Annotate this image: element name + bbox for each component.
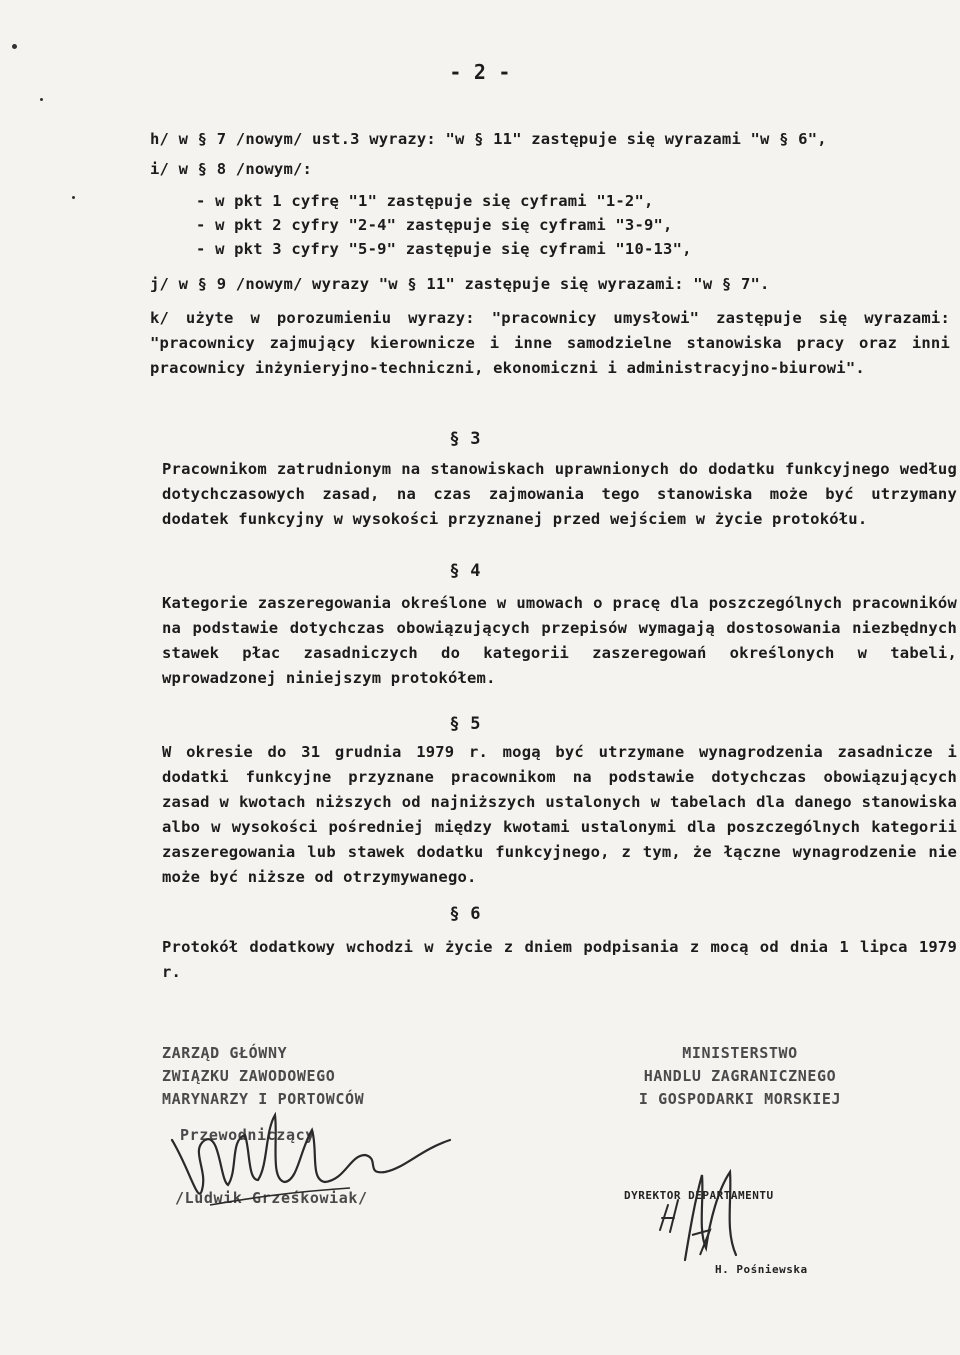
section-title-3: § 3 [449,429,481,449]
signatory-role-right: DYREKTOR DEPARTAMENTU [624,1189,774,1202]
signatory-name-right: H. Pośniewska [715,1263,808,1276]
section-title-6: § 6 [449,904,481,924]
section-title-4: § 4 [449,561,481,581]
org-line-2: HANDLU ZAGRANICZNEGO [643,1067,837,1085]
item-k: k/ użyte w porozumieniu wyrazy: "pracownicy umysłowi" zastępuje się wyrazami: "pracownicy zajmujący kierownicze i inne samodzielne stanowiska pracy oraz inni pracownicy inżynieryjno-techniczni, ekonomiczni i administracyjno-biurowi". [150,309,950,377]
org-line-1: MINISTERSTWO [682,1044,798,1062]
org-line-1: ZARZĄD GŁÓWNY [162,1044,288,1062]
section-text-4: Kategorie zaszeregowania określone w umowach o pracę dla poszczególnych pracowników na podstawie dotychczas obowiązujących przepisów wymagają dostosowania niezbędnych stawek płac zasadniczych do kategorii zaszeregowań określonych w tabeli, wprowadzonej niniejszym protokółem. [162,594,957,687]
scan-speck [12,44,17,49]
org-line-3: I GOSPODARKI MORSKIEJ [638,1090,842,1108]
item-h: h/ w § 7 /nowym/ ust.3 wyrazy: "w § 11" zastępuje się wyrazami "w § 6", [150,130,827,148]
handwritten-signature-right [640,1160,760,1270]
signatory-name-left: /Ludwik Grześkowiak/ [175,1189,368,1207]
handwritten-signature-left [150,1110,460,1220]
section-text-3: Pracownikom zatrudnionym na stanowiskach uprawnionych do dodatku funkcyjnego według dotychczasowych zasad, na czas zajmowania tego stanowiska może być utrzymany dodatek funkcyjny w wysokości przyznanej przed wejściem w życie protokółu. [162,460,957,528]
item-i-sub-3: - w pkt 3 cyfry "5-9" zastępuje się cyframi "10-13", [196,240,692,258]
section-title-5: § 5 [449,714,481,734]
section-text-6: Protokół dodatkowy wchodzi w życie z dniem podpisania z mocą od dnia 1 lipca 1979 r. [162,938,957,981]
signatory-role-left: Przewodniczący [180,1126,315,1144]
scan-speck [40,98,43,101]
signature-block-left [162,1042,364,1111]
org-line-2: ZWIĄZKU ZAWODOWEGO [162,1067,336,1085]
scan-speck [72,196,75,199]
item-i-sub-2: - w pkt 2 cyfry "2-4" zastępuje się cyframi "3-9", [196,216,673,234]
page-number: - 2 - [449,60,511,84]
signature-block-right [600,1042,880,1111]
item-j: j/ w § 9 /nowym/ wyrazy "w § 11" zastępuje się wyrazami: "w § 7". [150,275,770,293]
org-line-3: MARYNARZY I PORTOWCÓW [162,1090,365,1108]
item-i-sub-1: - w pkt 1 cyfrę "1" zastępuje się cyframi "1-2", [196,192,654,210]
item-i: i/ w § 8 /nowym/: [150,160,313,178]
section-text-5: W okresie do 31 grudnia 1979 r. mogą być utrzymane wynagrodzenia zasadnicze i dodatki funkcyjne przyznane pracownikom na podstawie dotychczas obowiązujących zasad w kwotach niższych od najniższych ustalonych w tabelach dla danego stanowiska albo w wysokości pośredniej między kwotami ustalonymi dla poszczególnych kategorii zaszeregowania lub stawek dodatku funkcyjnego, z tym, że łączne wynagrodzenie nie może być niższe od otrzymywanego. [162,743,957,886]
